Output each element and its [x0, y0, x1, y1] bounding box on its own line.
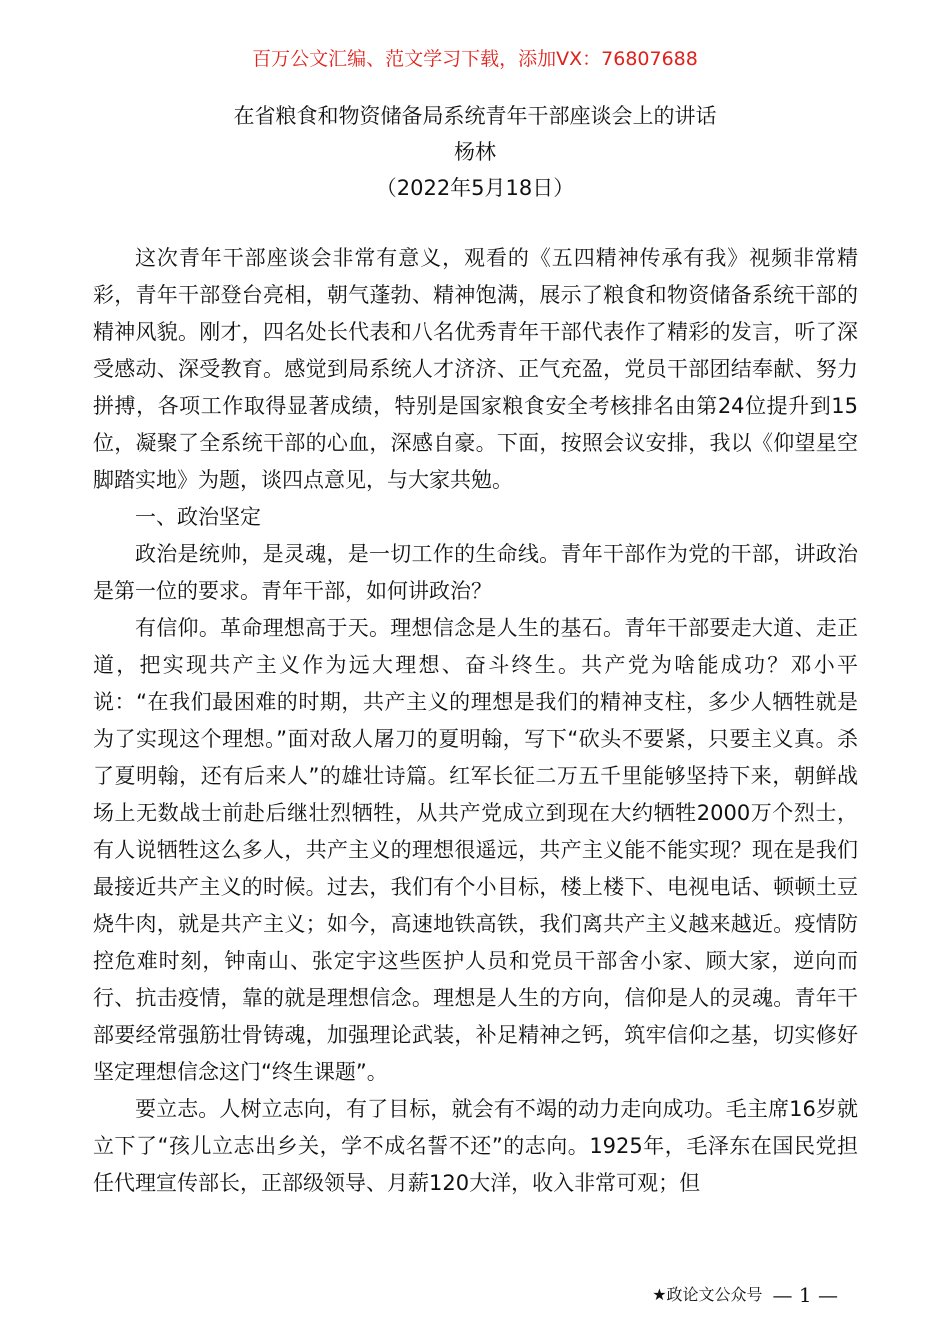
paragraph-ambition: 要立志。人树立志向，有了目标，就会有不竭的动力走向成功。毛主席16岁就立下了“孩儿立志出乡关，学不成名誓不还”的志向。1925年，毛泽东在国民党担任代理宣传部长，正部级领导、月薪120大洋，收入非常可观；但 [93, 1097, 858, 1195]
document-body [93, 240, 858, 1202]
page-footer [652, 1282, 838, 1308]
footer-source: ★政论文公众号 [652, 1285, 763, 1304]
paragraph-politics: 政治是统帅，是灵魂，是一切工作的生命线。青年干部作为党的干部，讲政治是第一位的要求。青年干部，如何讲政治？ [93, 542, 858, 603]
document-date: （2022年5月18日） [375, 176, 575, 200]
paragraph-belief: 有信仰。革命理想高于天。理想信念是人生的基石。青年干部要走大道、走正道，把实现共产主义作为远大理想、奋斗终生。共产党为啥能成功？邓小平说：“在我们最困难的时期，共产主义的理想是我们的精神支柱，多少人牺牲就是为了实现这个理想。”面对敌人屠刀的夏明翰，写下“砍头不要紧，只要主义真。杀了夏明翰，还有后来人”的雄壮诗篇。红军长征二万五千里能够坚持下来，朝鲜战场上无数战士前赴后继壮烈牺牲，从共产党成立到现在大约牺牲2000万个烈士，有人说牺牲这么多人，共产主义的理想很遥远，共产主义能不能实现？现在是我们最接近共产主义的时候。过去，我们有个小目标，楼上楼下、电视电话、顿顿土豆烧牛肉，就是共产主义；如今，高速地铁高铁，我们离共产主义越来越近。疫情防控危难时刻，钟南山、张定宇这些医护人员和党员干部舍小家、顾大家，逆向而行、抗击疫情，靠的就是理想信念。理想是人生的方向，信仰是人的灵魂。青年干部要经常强筋壮骨铸魂，加强理论武装，补足精神之钙，筑牢信仰之基，切实修好坚定理想信念这门“终生课题”。 [93, 616, 858, 1084]
document-title: 在省粮食和物资储备局系统青年干部座谈会上的讲话 [233, 104, 717, 128]
section-heading: 一、政治坚定 [135, 505, 261, 529]
page-number: — 1 — [772, 1283, 838, 1307]
paragraph-intro: 这次青年干部座谈会非常有意义，观看的《五四精神传承有我》视频非常精彩，青年干部登台亮相，朝气蓬勃、精神饱满，展示了粮食和物资储备系统干部的精神风貌。刚才，四名处长代表和八名优秀青年干部代表作了精彩的发言，听了深受感动、深受教育。感觉到局系统人才济济、正气充盈，党员干部团结奉献、努力拼搏，各项工作取得显著成绩，特别是国家粮食安全考核排名由第24位提升到15位，凝聚了全系统干部的心血，深感自豪。下面，按照会议安排，我以《仰望星空脚踏实地》为题，谈四点意见，与大家共勉。 [93, 246, 858, 492]
document-author: 杨林 [454, 140, 496, 164]
document-header [0, 98, 950, 206]
download-banner: 百万公文汇编、范文学习下载，添加VX：76807688 [252, 48, 698, 70]
